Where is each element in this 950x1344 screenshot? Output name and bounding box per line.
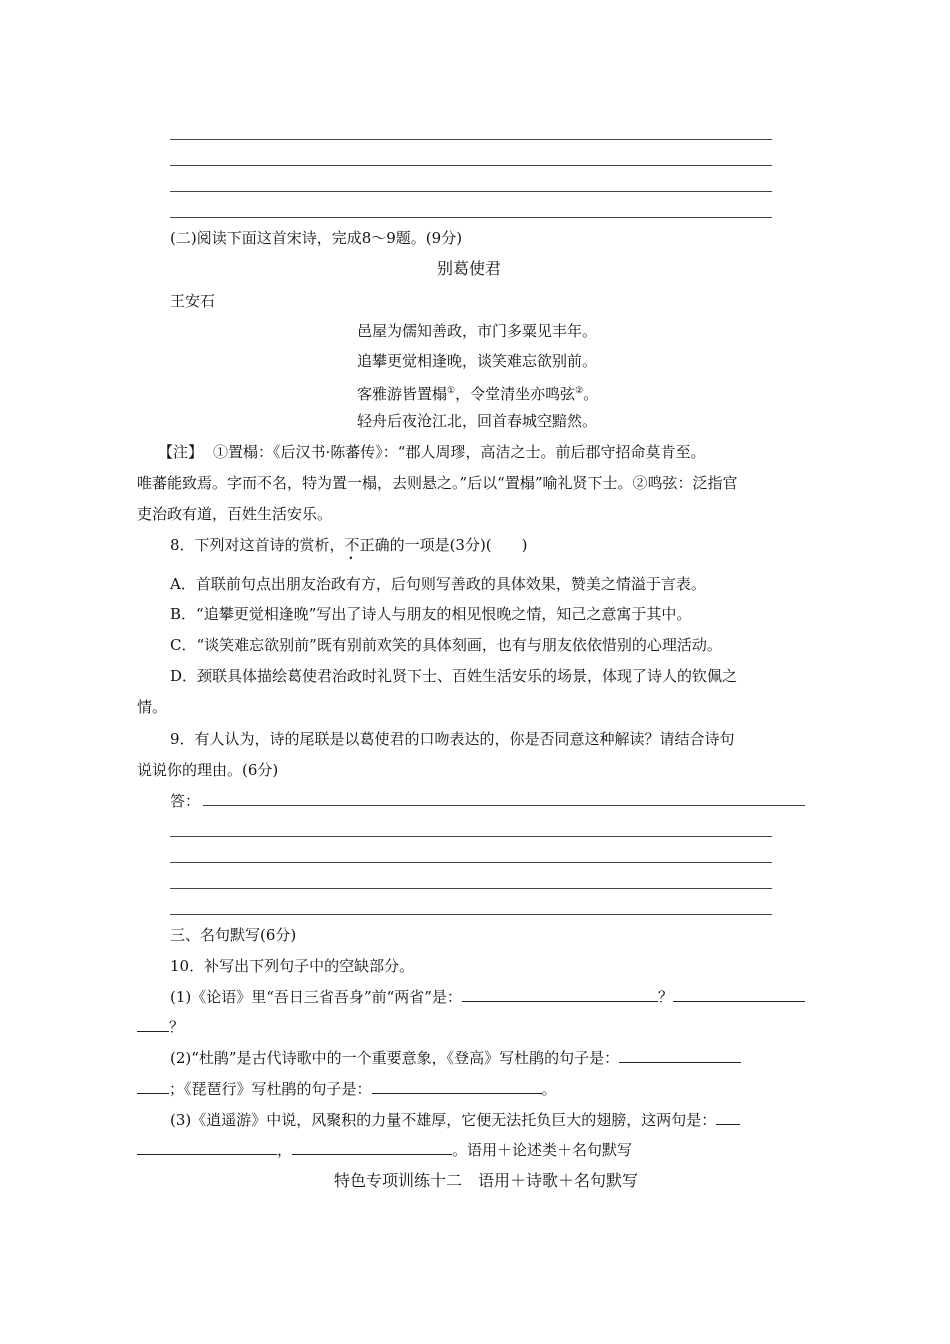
emphasis-char: 不 [344,536,360,554]
answer-line[interactable] [170,862,772,863]
fill-blank[interactable] [673,987,805,1002]
q8-option-d-cont: 情。 [137,698,168,716]
q8-option-d[interactable]: D．颈联具体描绘葛使君治政时礼贤下士、百姓生活安乐的场景，体现了诗人的钦佩之 [170,667,738,685]
q10-part2-cont: ；《琵琶行》写杜鹃的句子是： 。 [137,1079,557,1099]
q10-part3-cont: ， 。语用＋论述类＋名句默写 [137,1140,632,1160]
fill-blank[interactable] [137,1079,169,1094]
footer-title: 特色专项训练十二 语用＋诗歌＋名句默写 [334,1171,639,1190]
section3-header: 三、名句默写(6分) [170,926,297,944]
notes-line: 唯蕃能致焉。字而不名，特为置一榻，去则悬之。”后以“置榻”喻礼贤下士。②鸣弦：泛指官 [137,474,738,492]
answer-line[interactable] [170,914,772,915]
fill-blank[interactable] [716,1110,740,1125]
q9-answer-label: 答： [170,792,201,810]
answer-line[interactable] [170,836,772,837]
poem-title: 别葛使君 [437,259,502,278]
q10-part3: (3)《逍遥游》中说，风聚积的力量不雄厚，它便无法托负巨大的翅膀，这两句是： [170,1110,740,1130]
q8-option-c[interactable]: C．“谈笑难忘欲别前”既有别前欢笑的具体刻画，也有与朋友依依惜别的心理活动。 [170,636,722,654]
notes-line: 吏治政有道，百姓生活安乐。 [137,505,333,523]
poem-line [357,381,598,404]
poem-line-part: 。 [583,385,599,403]
q8-option-a[interactable]: A．首联前句点出朋友治政有方，后句则写善政的具体效果，赞美之情溢于言表。 [170,575,706,593]
poem-line: 邑屋为儒知善政，市门多粟见丰年。 [357,322,598,340]
q8-stem: 8．下列对这首诗的赏析，不正确的一项是(3分)( ) [170,536,528,554]
answer-line[interactable] [170,191,772,192]
q10-part1: (1)《论语》里“吾日三省吾身”前“两省”是： ？ [170,987,805,1007]
poem-line-part: 客雅游皆置榻 [357,385,448,403]
q9-stem: 9．有人认为，诗的尾联是以葛使君的口吻表达的，你是否同意这种解读？请结合诗句 [170,730,735,748]
fill-blank[interactable] [137,1140,277,1155]
q9-stem-cont: 说说你的理由。(6分) [137,761,279,779]
q10-part1-cont: ？ [137,1017,184,1037]
section2-header: (二)阅读下面这首宋诗，完成8～9题。(9分) [170,229,463,247]
answer-line[interactable] [170,139,772,140]
note-mark: ① [447,386,456,396]
note-mark: ② [575,386,584,396]
answer-line[interactable] [170,165,772,166]
poem-line-part: ，令堂清坐亦鸣弦 [455,385,576,403]
fill-blank[interactable] [137,1017,169,1032]
fill-blank[interactable] [462,987,658,1002]
fill-blank[interactable] [619,1048,741,1063]
q8-option-b[interactable]: B．“追攀更觉相逢晚”写出了诗人与朋友的相见恨晚之情，知己之意寓于其中。 [170,605,692,623]
poem-line: 追攀更觉相逢晚，谈笑难忘欲别前。 [357,352,598,370]
poem-author: 王安石 [170,292,216,310]
answer-line[interactable] [170,888,772,889]
notes-label: 【注】 [158,443,204,461]
answer-line[interactable] [170,217,772,218]
q10-part2: (2)“杜鹃”是古代诗歌中的一个重要意象，《登高》写杜鹃的句子是： [170,1048,741,1068]
fill-blank[interactable] [372,1079,542,1094]
poem-line: 轻舟后夜沧江北，回首春城空黯然。 [357,412,598,430]
answer-line[interactable] [203,805,805,806]
fill-blank[interactable] [292,1140,452,1155]
q10-stem: 10．补写出下列句子中的空缺部分。 [170,957,415,975]
notes-line: 【注】 ①置榻：《后汉书·陈蕃传》：“郡人周璆，高洁之士。前后郡守招命莫肯至。 [158,443,706,461]
